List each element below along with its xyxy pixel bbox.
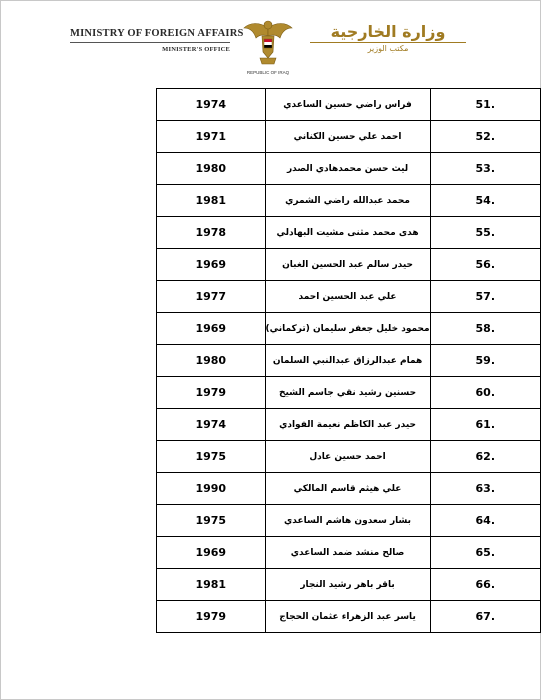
birth-year-cell: 1975 bbox=[157, 441, 266, 473]
row-number-cell: 62. bbox=[430, 441, 540, 473]
table-row bbox=[157, 313, 541, 345]
birth-year-cell: 1990 bbox=[157, 473, 266, 505]
name-cell: هدى محمد مثنى مشيت البهادلي bbox=[265, 217, 430, 249]
birth-year-cell: 1977 bbox=[157, 281, 266, 313]
table-row bbox=[157, 537, 541, 569]
table-row bbox=[157, 89, 541, 121]
emblem-caption: REPUBLIC OF IRAQ bbox=[246, 70, 290, 75]
name-cell: باقر باهر رشيد النجار bbox=[265, 569, 430, 601]
office-subtitle-ar: مكتب الوزير bbox=[367, 44, 409, 53]
birth-year-cell: 1969 bbox=[157, 249, 266, 281]
table-row bbox=[157, 185, 541, 217]
office-subtitle-en: MINISTER'S OFFICE bbox=[162, 46, 230, 53]
table-row bbox=[157, 601, 541, 633]
row-number-cell: 57. bbox=[430, 281, 540, 313]
name-cell: صالح منشد ضمد الساعدي bbox=[265, 537, 430, 569]
row-number-cell: 64. bbox=[430, 505, 540, 537]
row-number-cell: 63. bbox=[430, 473, 540, 505]
table-row bbox=[157, 153, 541, 185]
table-row bbox=[157, 121, 541, 153]
birth-year-cell: 1974 bbox=[157, 89, 266, 121]
table-row bbox=[157, 249, 541, 281]
ministry-title-ar: وزارة الخارجية bbox=[330, 22, 446, 41]
name-cell: همام عبدالرزاق عبدالنبي السلمان bbox=[265, 345, 430, 377]
name-cell: حسنين رشيد نقي جاسم الشيخ bbox=[265, 377, 430, 409]
birth-year-cell: 1981 bbox=[157, 569, 266, 601]
table-row bbox=[157, 377, 541, 409]
table-row bbox=[157, 281, 541, 313]
birth-year-cell: 1981 bbox=[157, 185, 266, 217]
table-row bbox=[157, 473, 541, 505]
name-cell: ياسر عبد الزهراء عثمان الحجاج bbox=[265, 601, 430, 633]
row-number-cell: 53. bbox=[430, 153, 540, 185]
name-cell: بشار سعدون هاشم الساعدي bbox=[265, 505, 430, 537]
row-number-cell: 61. bbox=[430, 409, 540, 441]
row-number-cell: 59. bbox=[430, 345, 540, 377]
ministry-title-en: MINISTRY OF FOREIGN AFFAIRS bbox=[70, 28, 244, 39]
row-number-cell: 58. bbox=[430, 313, 540, 345]
row-number-cell: 56. bbox=[430, 249, 540, 281]
birth-year-cell: 1969 bbox=[157, 537, 266, 569]
name-cell: علي عبد الحسين احمد bbox=[265, 281, 430, 313]
row-number-cell: 55. bbox=[430, 217, 540, 249]
letterhead-arabic bbox=[300, 22, 476, 53]
row-number-cell: 54. bbox=[430, 185, 540, 217]
row-number-cell: 65. bbox=[430, 537, 540, 569]
letterhead-divider-ar bbox=[310, 42, 466, 43]
row-number-cell: 66. bbox=[430, 569, 540, 601]
name-cell: ليث حسن محمدهادي الصدر bbox=[265, 153, 430, 185]
table-row bbox=[157, 569, 541, 601]
row-number-cell: 60. bbox=[430, 377, 540, 409]
birth-year-cell: 1980 bbox=[157, 345, 266, 377]
name-cell: حيدر سالم عبد الحسين الغبان bbox=[265, 249, 430, 281]
table-row bbox=[157, 441, 541, 473]
names-table-body bbox=[157, 89, 541, 633]
row-number-cell: 52. bbox=[430, 121, 540, 153]
row-number-cell: 51. bbox=[430, 89, 540, 121]
table-row bbox=[157, 345, 541, 377]
birth-year-cell: 1974 bbox=[157, 409, 266, 441]
birth-year-cell: 1975 bbox=[157, 505, 266, 537]
name-cell: علي هيثم قاسم المالكي bbox=[265, 473, 430, 505]
row-number-cell: 67. bbox=[430, 601, 540, 633]
name-cell: احمد علي حسين الكناني bbox=[265, 121, 430, 153]
names-table bbox=[156, 88, 541, 633]
name-cell: محمود خليل جعفر سليمان (تركماني) bbox=[265, 313, 430, 345]
table-row bbox=[157, 505, 541, 537]
birth-year-cell: 1971 bbox=[157, 121, 266, 153]
birth-year-cell: 1978 bbox=[157, 217, 266, 249]
name-cell: محمد عبدالله راضي الشمري bbox=[265, 185, 430, 217]
table-row bbox=[157, 217, 541, 249]
birth-year-cell: 1979 bbox=[157, 377, 266, 409]
birth-year-cell: 1980 bbox=[157, 153, 266, 185]
birth-year-cell: 1979 bbox=[157, 601, 266, 633]
birth-year-cell: 1969 bbox=[157, 313, 266, 345]
table-row bbox=[157, 409, 541, 441]
name-cell: احمد حسين عادل bbox=[265, 441, 430, 473]
letterhead-divider bbox=[70, 42, 230, 43]
name-cell: فراس راضي حسين الساعدي bbox=[265, 89, 430, 121]
letterhead-english bbox=[70, 28, 244, 53]
name-cell: حيدر عبد الكاظم نعيمة الفوادي bbox=[265, 409, 430, 441]
